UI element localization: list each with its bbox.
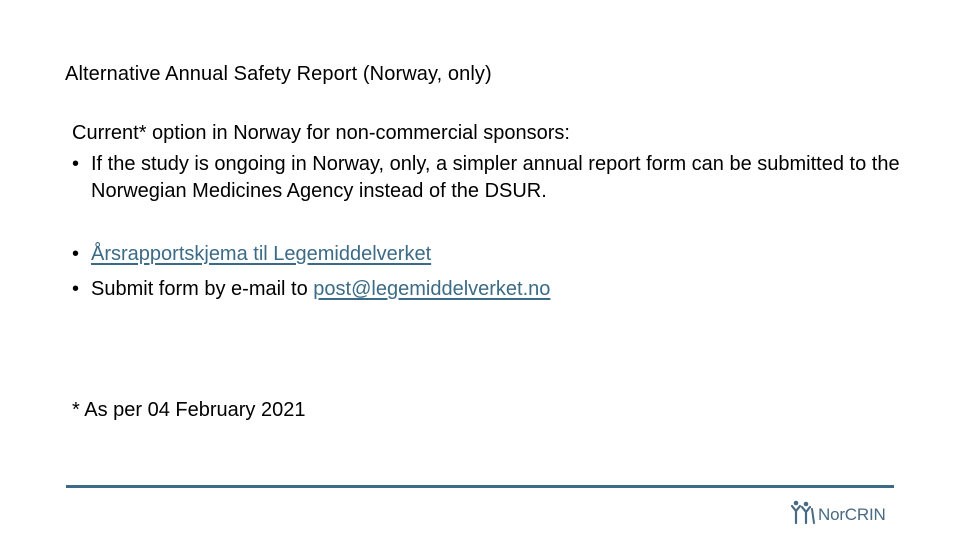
bullet-item-form-link [72, 241, 912, 268]
form-link[interactable]: Årsrapportskjema til Legemiddelverket [91, 243, 432, 265]
norcrin-people-icon [790, 499, 816, 525]
bullet-list-links [72, 241, 912, 303]
bullet-item-submit [72, 276, 912, 303]
norcrin-logo [790, 496, 900, 528]
bullet-marker: • [72, 153, 80, 175]
bullet-marker: • [72, 278, 80, 300]
bullet-text: If the study is ongoing in Norway, only, a simpler annual report form can be submitted to the Norwegian Medicines Agency instead of the DSUR. [91, 153, 900, 202]
bullet-item [72, 151, 912, 205]
submit-text: Submit form by e-mail to [91, 278, 314, 300]
slide-title: Alternative Annual Safety Report (Norway, only) [65, 63, 492, 85]
footnote: * As per 04 February 2021 [72, 399, 306, 421]
email-link[interactable]: post@legemiddelverket.no [313, 278, 551, 300]
intro-text: Current* option in Norway for non-commercial sponsors: [72, 122, 570, 144]
logo-text: NorCRIN [818, 505, 886, 524]
bullet-marker: • [72, 243, 80, 265]
slide-body [72, 120, 912, 303]
footer-divider [66, 485, 894, 488]
bullet-list-top [72, 151, 912, 205]
